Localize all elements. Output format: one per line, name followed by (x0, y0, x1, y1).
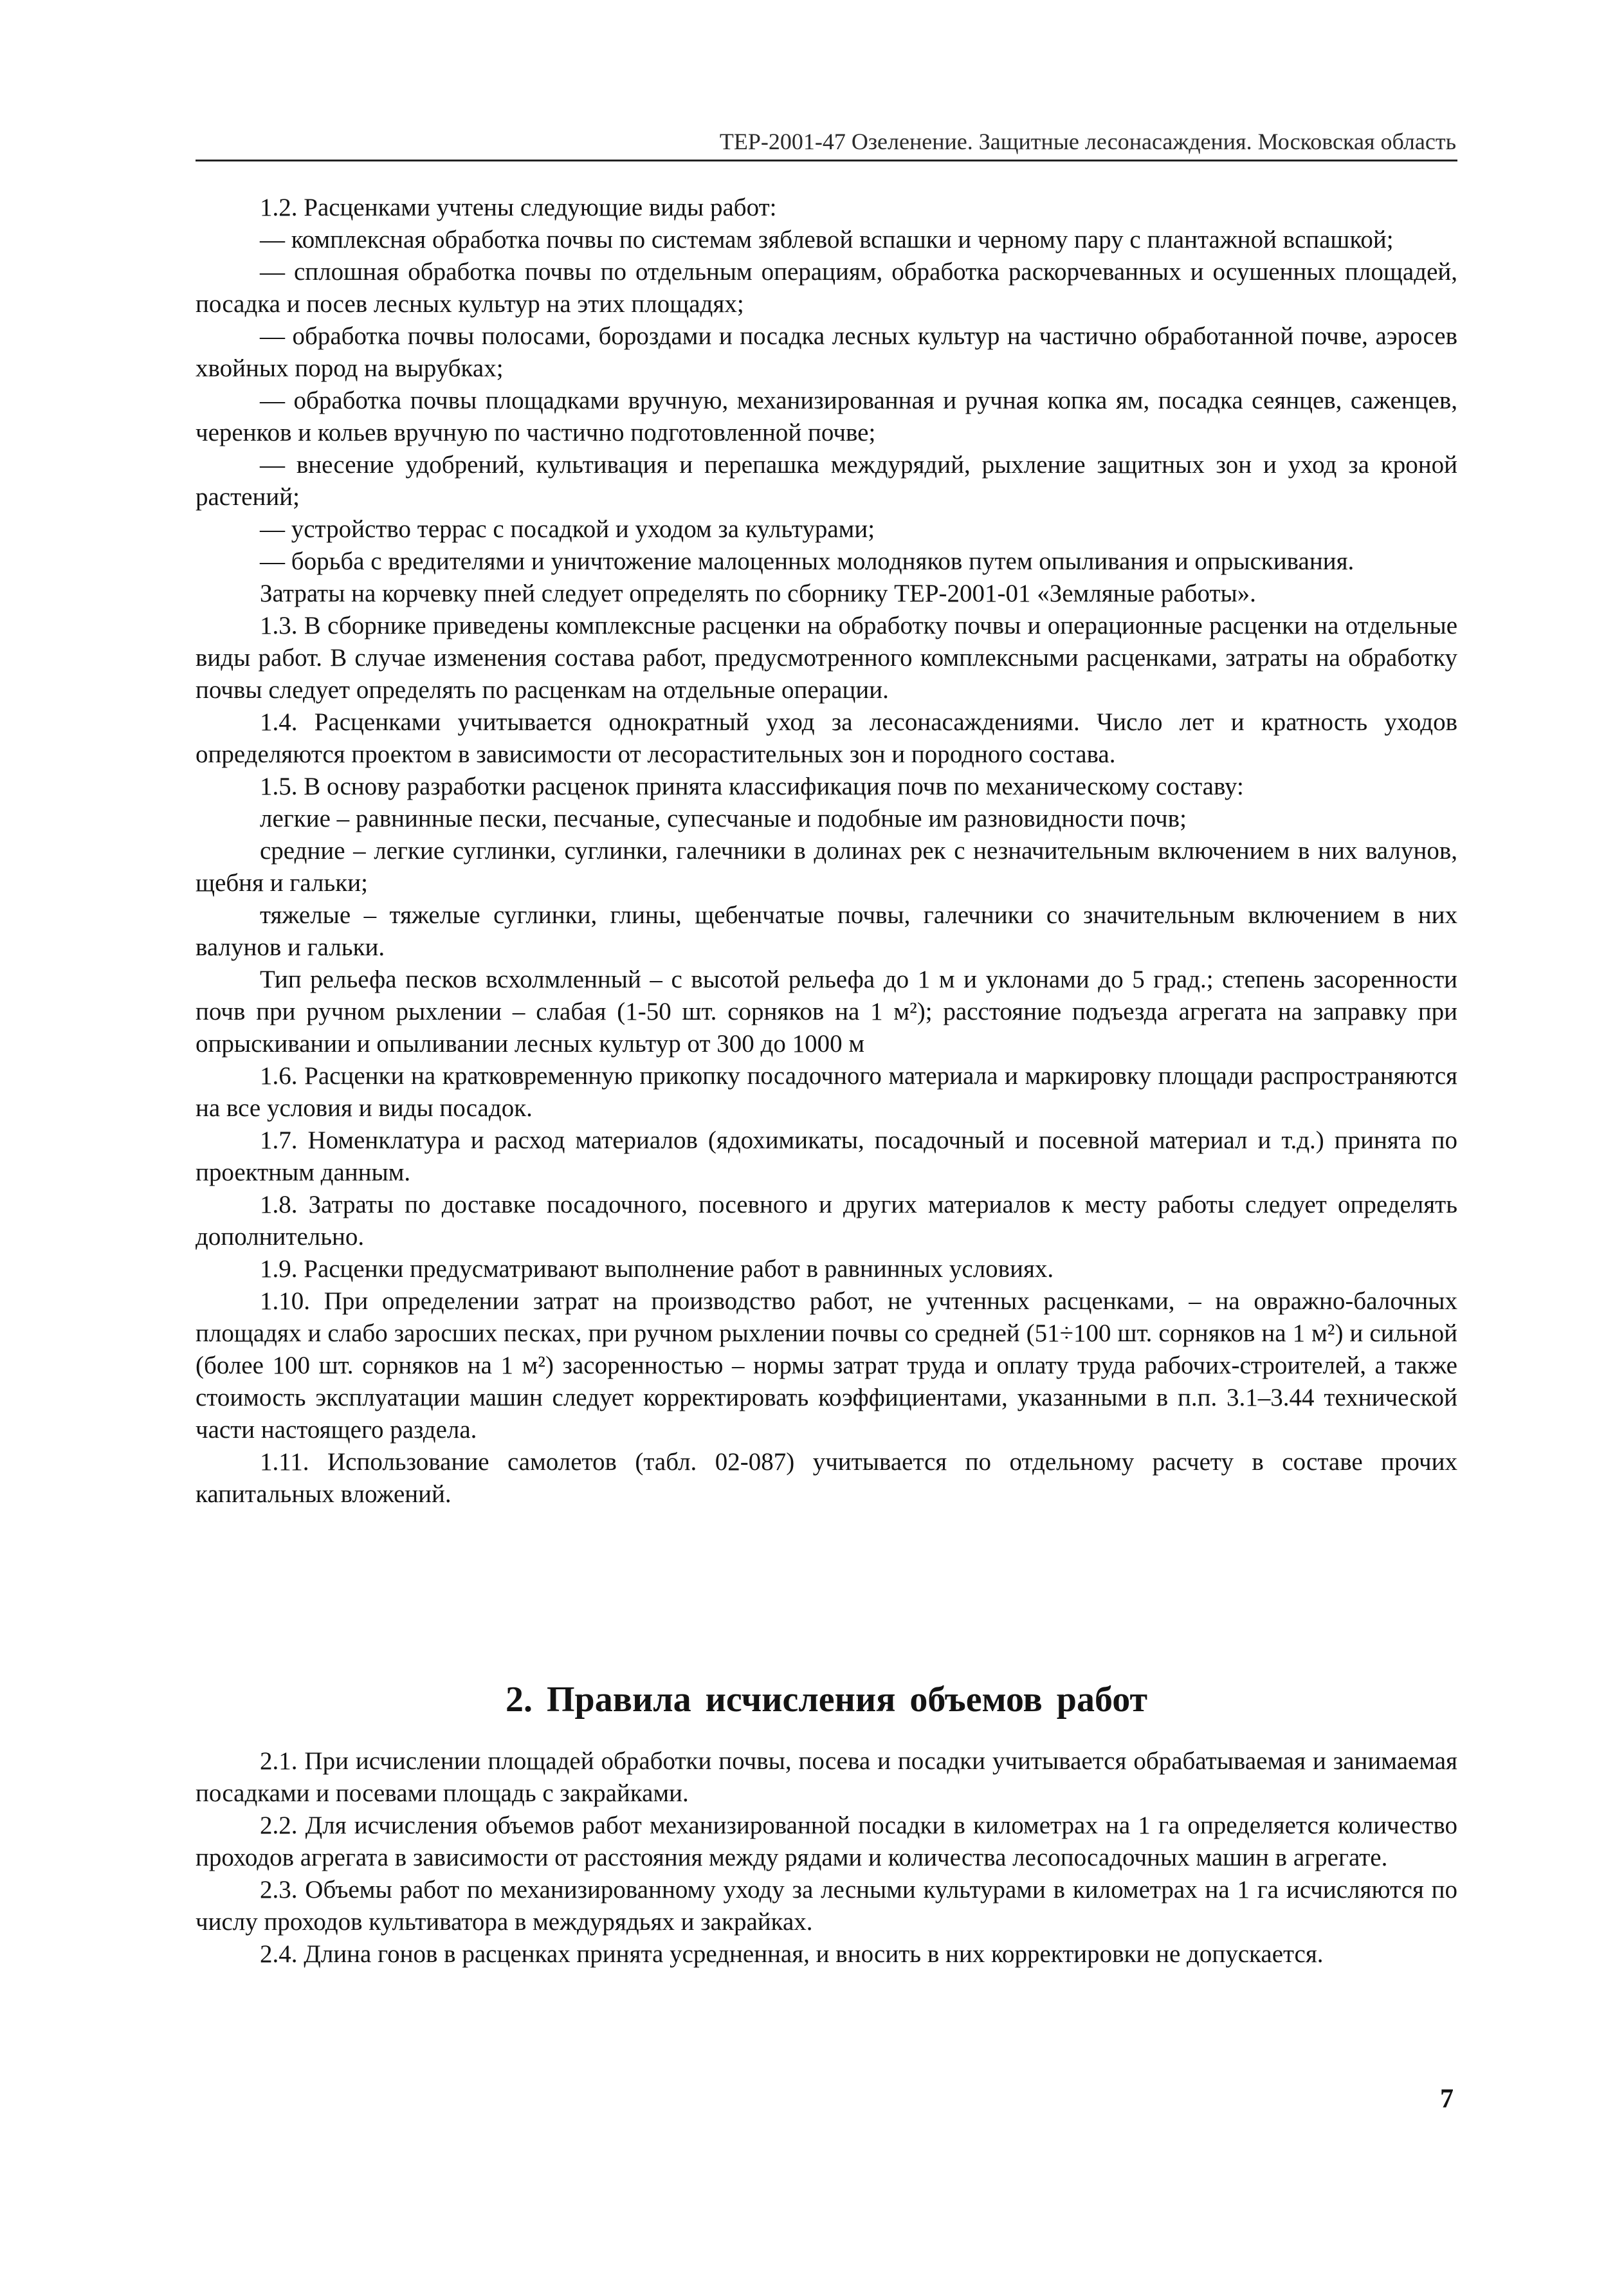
list-item: — обработка почвы полосами, бороздами и посадка лесных культур на частично обработанной почве, аэросев хвойных пород на вырубках; (196, 322, 1457, 382)
paragraph-2-2: 2.2. Для исчисления объемов работ механизированной посадки в километрах на 1 га определяется количество проходов агрегата в зависимости от расстояния между рядами и количества лесопосадочных машин в агрегате. (196, 1812, 1457, 1871)
section-2-heading: 2. Правила исчисления объемов работ (506, 1680, 1147, 1720)
paragraph-2-3: 2.3. Объемы работ по механизированному уходу за лесными культурами в километрах на 1 га исчисляются по числу проходов культиватора в междурядьях и закрайках. (196, 1876, 1457, 1936)
page-number: 7 (1440, 2084, 1454, 2114)
paragraph-1-11: 1.11. Использование самолетов (табл. 02-087) учитывается по отдельному расчету в составе прочих капитальных вложений. (196, 1448, 1457, 1508)
list-item: — сплошная обработка почвы по отдельным операциям, обработка раскорчеванных и осушенных площадей, посадка и посев лесных культур на этих площадях; (196, 258, 1457, 318)
soil-class-medium: средние – легкие суглинки, суглинки, галечники в долинах рек с незначительным включением в них валунов, щебня и гальки; (196, 837, 1457, 897)
section-1-text (196, 192, 1457, 1510)
paragraph-2-4: 2.4. Длина гонов в расценках принята усредненная, и вносить в них корректировки не допускается. (260, 1940, 1324, 1968)
paragraph-1-5: 1.5. В основу разработки расценок принята классификация почв по механическому составу: (260, 773, 1244, 800)
paragraph-1-3: 1.3. В сборнике приведены комплексные расценки на обработку почвы и операционные расценки на отдельные виды работ. В случае изменения состава работ, предусмотренного комплексными расценками, затраты на обработку почвы следует определять по расценкам на отдельные операции. (196, 612, 1457, 704)
section-2-text (196, 1745, 1457, 1970)
header-rule (196, 160, 1457, 161)
soil-class-light: легкие – равнинные пески, песчаные, супесчаные и подобные им разновидности почв; (260, 805, 1187, 832)
paragraph-stump-removal: Затраты на корчевку пней следует определять по сборнику ТЕР-2001-01 «Земляные работы». (260, 580, 1256, 607)
paragraph-1-4: 1.4. Расценками учитывается однократный уход за лесонасаждениями. Число лет и кратность уходов определяются проектом в зависимости от лесорастительных зон и породного состава. (196, 708, 1457, 768)
list-item: — обработка почвы площадками вручную, механизированная и ручная копка ям, посадка сеянцев, саженцев, черенков и кольев вручную по частично подготовленной почве; (196, 387, 1457, 446)
paragraph-1-10: 1.10. При определении затрат на производство работ, не учтенных расценками, – на овражно-балочных площадях и слабо заросших песках, при ручном рыхлении почвы со средней (51÷100 шт. сорняков на 1 м²) и сильной (более 100 шт. сорняков на 1 м²) засоренностью – нормы затрат труда и оплату труда рабочих-строителей, а также стоимость эксплуатации машин следует корректировать коэффициентами, указанными в п.п. 3.1–3.44 технической части настоящего раздела. (196, 1287, 1457, 1444)
list-item: — внесение удобрений, культивация и перепашка междурядий, рыхление защитных зон и уход за кроной растений; (196, 451, 1457, 511)
paragraph-1-8: 1.8. Затраты по доставке посадочного, посевного и других материалов к месту работы следует определять дополнительно. (196, 1191, 1457, 1251)
soil-class-heavy: тяжелые – тяжелые суглинки, глины, щебенчатые почвы, галечники со значительным включением в них валунов и гальки. (196, 901, 1457, 961)
paragraph-relief-type: Тип рельефа песков всхолмленный – с высотой рельефа до 1 м и уклонами до 5 град.; степень засоренности почв при ручном рыхлении – слабая (1-50 шт. сорняков на 1 м²); расстояние подъезда агрегата на заправку при опрыскивании и опыливании лесных культур от 300 до 1000 м (196, 966, 1457, 1058)
paragraph-1-9: 1.9. Расценки предусматривают выполнение работ в равнинных условиях. (260, 1255, 1054, 1283)
list-item: — устройство террас с посадкой и уходом за культурами; (260, 515, 875, 543)
paragraph-1-7: 1.7. Номенклатура и расход материалов (ядохимикаты, посадочный и посевной материал и т.д.) принята по проектным данным. (196, 1126, 1457, 1186)
running-header: ТЕР-2001-47 Озеленение. Защитные лесонасаждения. Московская область (719, 129, 1456, 154)
list-item: — комплексная обработка почвы по системам зяблевой вспашки и черному пару с плантажной вспашкой; (260, 226, 1394, 253)
paragraph-1-2: 1.2. Расценками учтены следующие виды работ: (260, 194, 777, 221)
list-item: — борьба с вредителями и уничтожение малоценных молодняков путем опыливания и опрыскивания. (260, 547, 1355, 575)
paragraph-1-6: 1.6. Расценки на кратковременную прикопку посадочного материала и маркировку площади распространяются на все условия и виды посадок. (196, 1062, 1457, 1122)
paragraph-2-1: 2.1. При исчислении площадей обработки почвы, посева и посадки учитывается обрабатываемая и занимаемая посадками и посевами площадь с закрайками. (196, 1747, 1457, 1807)
